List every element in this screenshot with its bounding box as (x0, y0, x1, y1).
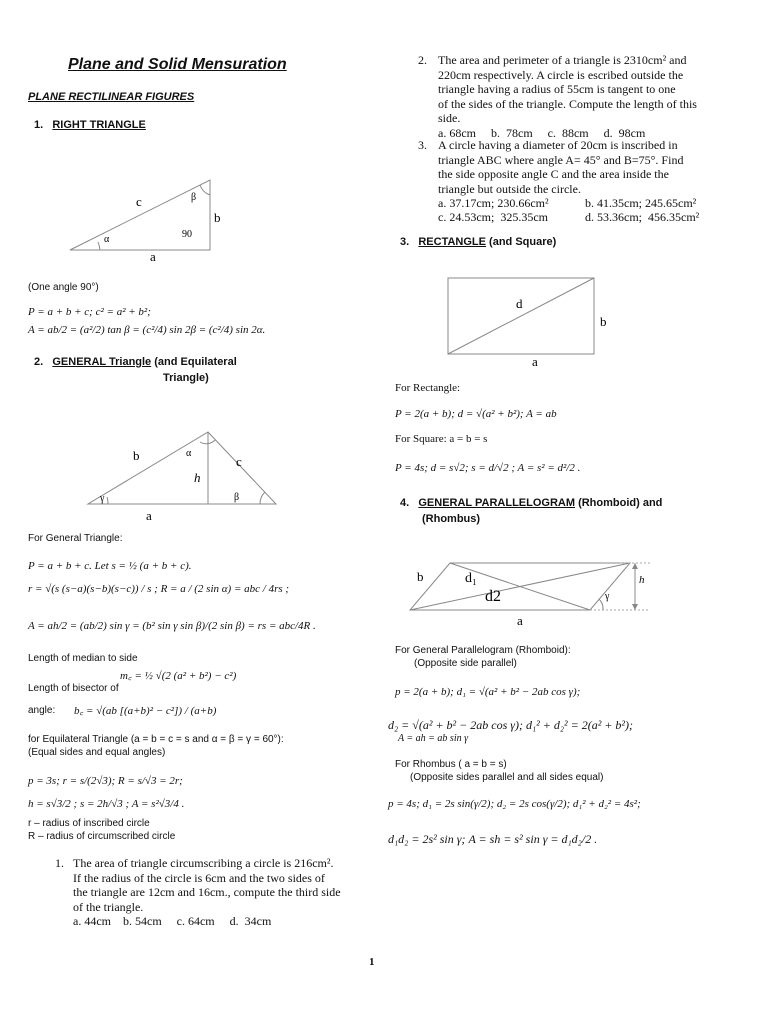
problem-3-choice-c: c. 24.53cm; 325.35cm (438, 210, 548, 224)
equal-sides-note: (Equal sides and equal angles) (28, 747, 166, 758)
alpha-label: α (186, 448, 192, 459)
parallelogram-heading (400, 497, 662, 509)
problem-choices: a. 68cm b. 78cm c. 88cm d. 98cm (438, 125, 646, 140)
problem-choices: a. 44cm b. 54cm c. 64cm d. 34cm (73, 914, 272, 928)
parallelogram-heading-line2: (Rhombus) (422, 513, 481, 525)
side-a-label: a (517, 613, 523, 628)
circumscribed-radius-def: R – radius of circumscribed circle (28, 831, 176, 842)
side-c-label: c (236, 454, 242, 469)
problem-line: The area and perimeter of a triangle is 2310cm² and (438, 53, 687, 67)
right-triangle-formula-1: P = a + b + c; c² = a² + b²; (28, 306, 151, 318)
right-angle-label: 90 (182, 229, 192, 240)
parallelogram-diagram (405, 555, 665, 630)
heading-rest: (and Square) (486, 236, 557, 248)
inscribed-radius-def: r – radius of inscribed circle (28, 818, 150, 829)
one-angle-note: (One angle 90°) (28, 282, 99, 293)
problem-line: The area of triangle circumscribing a circle is 216cm². (73, 856, 334, 870)
rectangle-diagram (440, 270, 630, 370)
heading-label: RIGHT TRIANGLE (52, 119, 146, 131)
heading-number: 2. (34, 356, 44, 368)
rhombus-note: (Opposite sides parallel and all sides equal) (410, 772, 604, 783)
diagonal-d1-label: d₁ (465, 571, 477, 586)
problem-2-number: 2. (418, 53, 427, 67)
problem-3-choice-a: a. 37.17cm; 230.66cm² (438, 196, 549, 210)
heading-number: 3. (400, 236, 410, 248)
side-b-label: b (133, 448, 140, 463)
for-general-triangle: For General Triangle: (28, 533, 123, 544)
section-heading: PLANE RECTILINEAR FIGURES (28, 91, 195, 103)
problem-3-choice-d: d. 53.36cm; 456.35cm² (585, 210, 700, 224)
gamma-label: γ (100, 493, 105, 504)
height-h-label: h (194, 470, 201, 485)
problem-line: the side opposite angle C and the area inside the (438, 167, 669, 181)
bisector-label: Length of bisector of (28, 683, 119, 694)
rhombus-formula-2: d₁d₂ = 2s² sin γ; A = sh = s² sin γ = d₁d₂/2 . (388, 832, 598, 846)
opposite-side-parallel: (Opposite side parallel) (414, 658, 517, 669)
side-b-label: b (417, 569, 424, 584)
for-square: For Square: a = b = s (395, 433, 488, 445)
heading-label: RECTANGLE (418, 236, 486, 248)
side-a-label: a (532, 354, 538, 369)
problem-line: of the sides of the triangle. Compute the length of this (438, 96, 697, 111)
heading-rest: (Rhomboid) and (575, 497, 663, 509)
square-formula: P = 4s; d = s√2; s = d/√2 ; A = s² = d²/2 . (395, 462, 581, 474)
side-a-label: a (150, 249, 156, 264)
equilateral-formula-2: h = s√3/2 ; s = 2h/√3 ; A = s²√3/4 . (28, 798, 185, 810)
heading-number: 1. (34, 119, 44, 131)
problem-line: 220cm respectively. A circle is escribed outside the (438, 67, 684, 82)
rectangle-heading (400, 236, 556, 248)
for-rectangle: For Rectangle: (395, 382, 461, 394)
problem-2-text (438, 53, 758, 140)
height-h-label: h (639, 574, 645, 586)
problem-line: of the triangle. (73, 899, 144, 914)
problem-line: triangle ABC where angle A= 45° and B=75°. Find (438, 152, 684, 167)
problem-1-text (73, 856, 403, 929)
problem-3-text (438, 138, 758, 196)
parallelogram-formula-1: p = 2(a + b); d₁ = √(a² + b² − 2ab cos γ); (395, 686, 581, 698)
heading-number: 4. (400, 497, 410, 509)
general-triangle-heading (34, 356, 237, 368)
general-triangle-formula-1: P = a + b + c. Let s = ½ (a + b + c). (28, 560, 192, 572)
problem-line: If the radius of the circle is 6cm and the two sides of (73, 870, 325, 885)
gamma-label: γ (605, 591, 610, 602)
general-triangle-formula-2: r = √(s (s−a)(s−b)(s−c)) / s ; R = a / (2 sin α) = abc / 4rs ; (28, 583, 290, 595)
page-title: Plane and Solid Mensuration (68, 56, 287, 73)
problem-3-number: 3. (418, 138, 427, 152)
beta-label: β (191, 192, 197, 203)
side-b-label: b (214, 210, 221, 225)
bisector-formula: b꜀ = √(ab [(a+b)² − c²]) / (a+b) (74, 705, 217, 717)
parallelogram-formula-3: A = ah = ab sin γ (398, 733, 469, 744)
side-b-label: b (600, 314, 607, 329)
right-triangle-diagram (60, 170, 230, 265)
equilateral-formula-1: p = 3s; r = s/(2√3); R = s/√3 = 2r; (28, 775, 183, 787)
heading-label: GENERAL Triangle (52, 356, 152, 368)
problem-line: triangle but outside the circle. (438, 181, 581, 196)
alpha-label: α (104, 234, 110, 245)
side-c-label: c (136, 194, 142, 209)
problem-line: A circle having a diameter of 20cm is inscribed in (438, 138, 678, 152)
diagonal-d2-label: d2 (485, 588, 501, 605)
problem-3-choice-b: b. 41.35cm; 245.65cm² (585, 196, 697, 210)
angle-label: angle: (28, 705, 56, 716)
for-general-parallelogram: For General Parallelogram (Rhomboid): (395, 645, 571, 656)
right-triangle-formula-2: A = ab/2 = (a²/2) tan β = (c²/4) sin 2β = (c²/4) sin 2α. (28, 324, 266, 336)
beta-label: β (234, 492, 240, 503)
heading-rest: (and Equilateral (151, 356, 237, 368)
equilateral-line: for Equilateral Triangle (a = b = c = s and α = β = γ = 60°): (28, 734, 284, 745)
right-triangle-heading (34, 119, 146, 131)
problem-1-number: 1. (55, 856, 64, 870)
rhombus-formula-1: p = 4s; d₁ = 2s sin(γ/2); d₂ = 2s cos(γ/2); d₁² + d₂² = 4s²; (388, 798, 641, 810)
problem-line: side. (438, 111, 461, 125)
diagonal-d-label: d (516, 296, 523, 311)
problem-line: triangle having a radius of 55cm is tangent to one (438, 82, 676, 96)
for-rhombus: For Rhombus ( a = b = s) (395, 759, 507, 770)
problem-line: the triangle are 12cm and 16cm., compute the third side (73, 885, 341, 899)
general-triangle-diagram (80, 422, 290, 527)
general-triangle-formula-3: A = ah/2 = (ab/2) sin γ = (b² sin γ sin β)/(2 sin β) = rs = abc/4R . (28, 620, 316, 632)
page-number: 1 (369, 956, 375, 968)
heading-label: GENERAL PARALLELOGRAM (418, 497, 576, 509)
parallelogram-formula-2: d₂ = √(a² + b² − 2ab cos γ); d₁² + d₂² = 2(a² + b²); (388, 718, 633, 732)
median-formula: m꜀ = ½ √(2 (a² + b²) − c²) (120, 670, 237, 682)
median-label: Length of median to side (28, 653, 138, 664)
rectangle-formula: P = 2(a + b); d = √(a² + b²); A = ab (395, 408, 557, 420)
general-triangle-heading-line2: Triangle) (163, 372, 209, 384)
side-a-label: a (146, 508, 152, 523)
